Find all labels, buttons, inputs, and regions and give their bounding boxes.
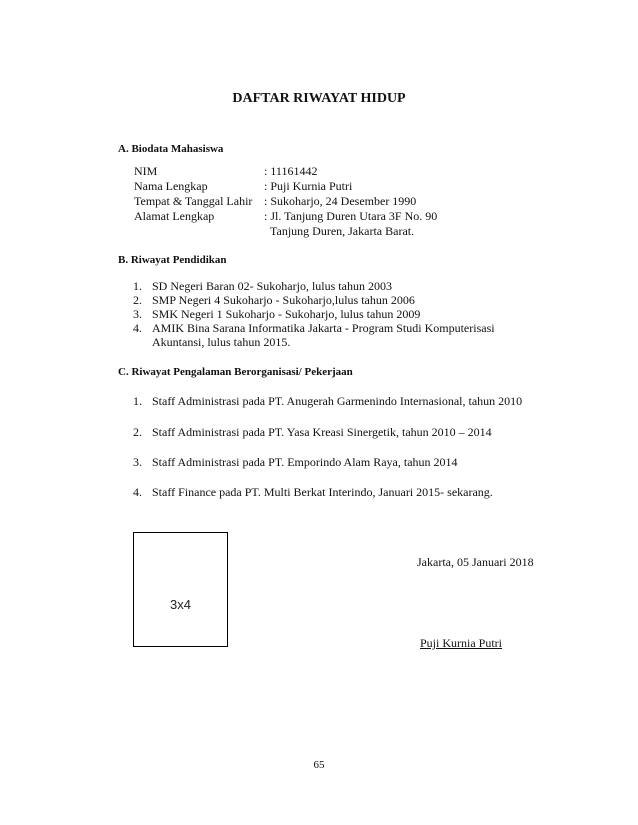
section-heading-biodata: A. Biodata Mahasiswa: [118, 143, 224, 155]
biodata-value-address-cont: Tanjung Duren, Jakarta Barat.: [270, 224, 415, 238]
photo-size-label: 3x4: [170, 597, 191, 612]
biodata-label-nim: NIM: [134, 164, 158, 178]
experience-num: 4.: [133, 485, 142, 499]
biodata-label-name: Nama Lengkap: [134, 179, 208, 193]
biodata-value-nim: : 11161442: [264, 164, 318, 178]
experience-item: Staff Finance pada PT. Multi Berkat Interindo, Januari 2015- sekarang.: [152, 485, 493, 499]
education-item: AMIK Bina Sarana Informatika Jakarta - Program Studi Komputerisasi: [152, 321, 495, 335]
place-date: Jakarta, 05 Januari 2018: [417, 555, 534, 569]
education-num: 2.: [133, 293, 142, 307]
section-heading-experience: C. Riwayat Pengalaman Berorganisasi/ Pekerjaan: [118, 366, 353, 378]
education-item: SMP Negeri 4 Sukoharjo - Sukoharjo,lulus tahun 2006: [152, 293, 415, 307]
education-item: SMK Negeri 1 Sukoharjo - Sukoharjo, lulus tahun 2009: [152, 307, 421, 321]
biodata-label-birth: Tempat & Tanggal Lahir: [134, 194, 253, 208]
section-heading-education: B. Riwayat Pendidikan: [118, 254, 227, 266]
biodata-value-name: : Puji Kurnia Putri: [264, 179, 353, 193]
experience-num: 2.: [133, 425, 142, 439]
education-num: 4.: [133, 321, 142, 335]
page-title: DAFTAR RIWAYAT HIDUP: [232, 91, 406, 106]
experience-item: Staff Administrasi pada PT. Yasa Kreasi Sinergetik, tahun 2010 – 2014: [152, 425, 492, 439]
biodata-label-address: Alamat Lengkap: [134, 209, 215, 223]
signature-name: Puji Kurnia Putri: [420, 636, 503, 650]
photo-placeholder: [133, 532, 228, 647]
education-item: SD Negeri Baran 02- Sukoharjo, lulus tahun 2003: [152, 279, 392, 293]
experience-num: 1.: [133, 394, 142, 408]
experience-item: Staff Administrasi pada PT. Emporindo Alam Raya, tahun 2014: [152, 455, 458, 469]
education-num: 1.: [133, 279, 142, 293]
biodata-value-birth: : Sukoharjo, 24 Desember 1990: [264, 194, 417, 208]
experience-item: Staff Administrasi pada PT. Anugerah Garmenindo Internasional, tahun 2010: [152, 394, 523, 408]
biodata-value-address: : Jl. Tanjung Duren Utara 3F No. 90: [264, 209, 438, 223]
page-number: 65: [313, 759, 325, 771]
education-num: 3.: [133, 307, 142, 321]
education-item-cont: Akuntansi, lulus tahun 2015.: [152, 335, 291, 349]
experience-num: 3.: [133, 455, 142, 469]
